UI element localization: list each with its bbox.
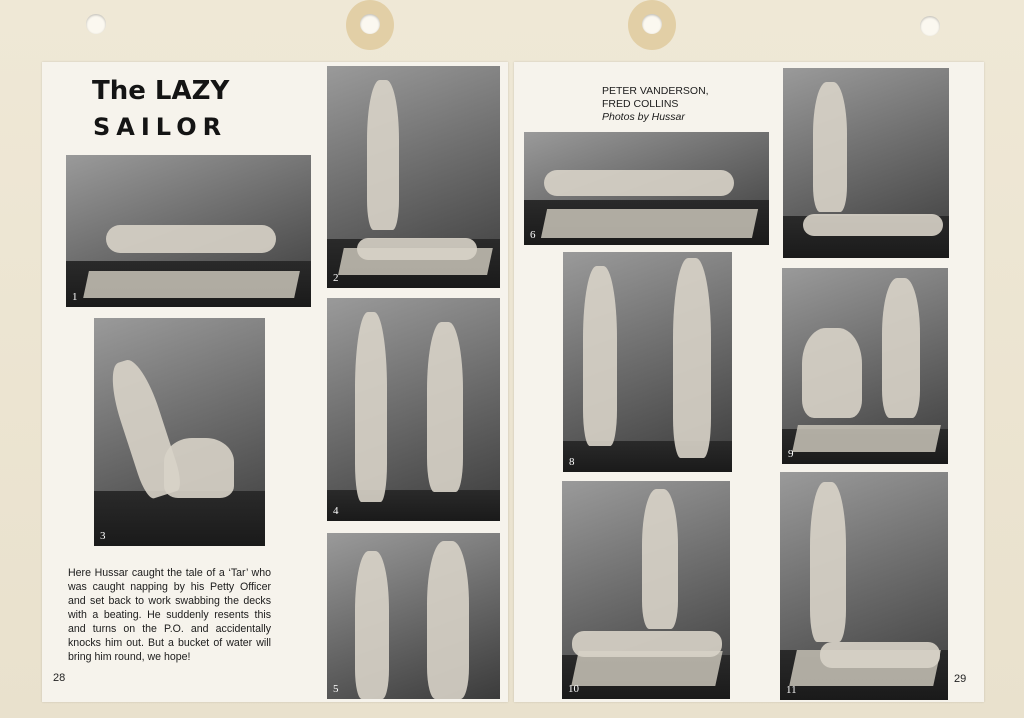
- photo-7: [783, 68, 949, 258]
- punch-hole-center-left: [360, 14, 380, 34]
- photo-number: 4: [333, 505, 339, 517]
- photo-number: 11: [786, 684, 797, 696]
- photo-10: [562, 481, 730, 699]
- article-title-line1: The LAZY: [92, 76, 230, 106]
- photo-9: [782, 268, 948, 464]
- photo-number: 3: [100, 530, 106, 542]
- photo-1: [66, 155, 311, 307]
- photo-number: 8: [569, 456, 575, 468]
- photo-credits: [602, 85, 709, 124]
- photo-number: 6: [530, 229, 536, 241]
- photo-number: 2: [333, 272, 339, 284]
- page-number-right: 29: [954, 673, 967, 685]
- photo-3: [94, 318, 265, 546]
- punch-hole-left: [86, 14, 106, 34]
- punch-hole-center-right: [642, 14, 662, 34]
- credit-name-2: FRED COLLINS: [602, 98, 679, 110]
- photo-5: [327, 533, 500, 699]
- article-caption: Here Hussar caught the tale of a ‘Tar’ who was caught napping by his Petty Officer and set back to work swabbing the decks with a beating. He suddenly resents this and turns on the P.O. and accidentally knocks him out. But a bucket of water will bring him round, we hope!: [68, 567, 271, 663]
- article-title-line2: SAILOR: [93, 113, 228, 141]
- photo-8: [563, 252, 732, 472]
- photo-number: 1: [72, 291, 78, 303]
- photo-4: [327, 298, 500, 521]
- page-number-left: 28: [53, 672, 66, 684]
- punch-hole-right: [920, 16, 940, 36]
- photo-number: 9: [788, 448, 794, 460]
- photo-11: [780, 472, 948, 700]
- photo-number: 5: [333, 683, 339, 695]
- credit-photographer: Photos by Hussar: [602, 111, 685, 123]
- photo-number: 10: [568, 683, 579, 695]
- credit-name-1: PETER VANDERSON,: [602, 85, 709, 97]
- photo-2: [327, 66, 500, 288]
- photo-6: [524, 132, 769, 245]
